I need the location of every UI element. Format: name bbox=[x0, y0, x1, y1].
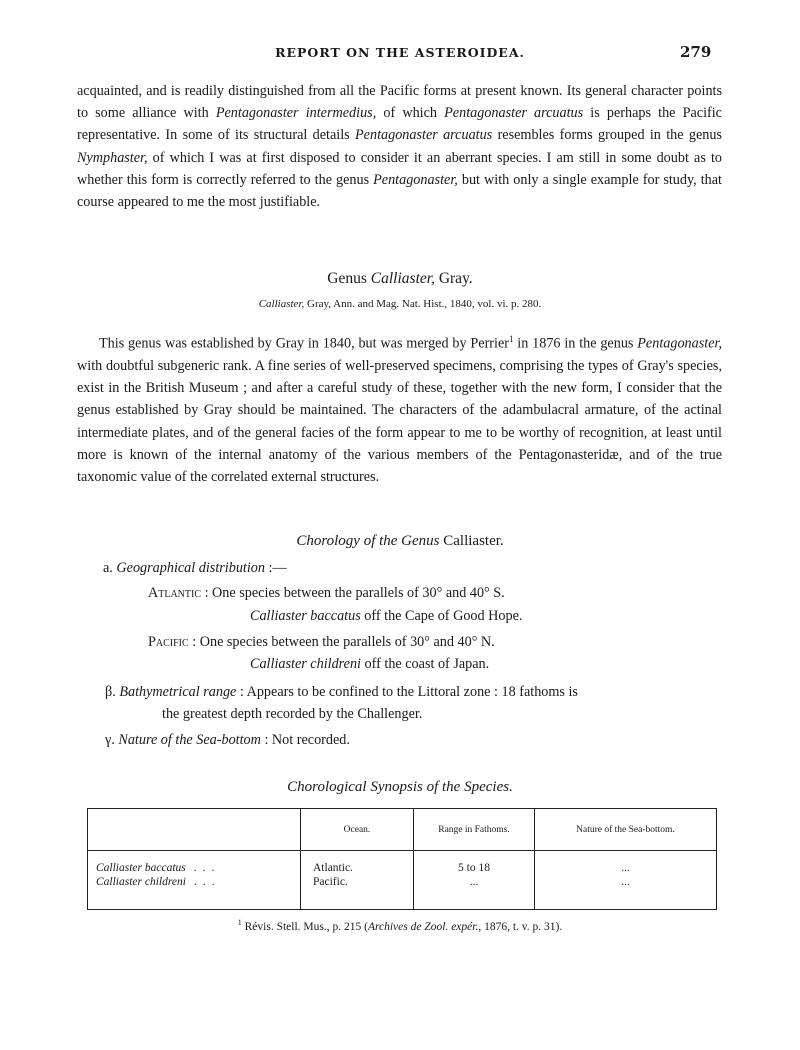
atlantic-species-line bbox=[250, 608, 522, 625]
species-1-label: Calliaster baccatus bbox=[96, 862, 186, 874]
footnote-italic: Archives de Zool. expér., bbox=[367, 920, 482, 933]
header-species bbox=[88, 809, 301, 851]
para1-italic-2: Pentagonaster arcuatus bbox=[444, 105, 584, 122]
item-g-text: : Not recorded. bbox=[260, 732, 350, 748]
species-name-1 bbox=[88, 861, 300, 875]
atlantic-text: : One species between the parallels of 30° and 40° S. bbox=[201, 585, 505, 601]
item-g-label: Nature of the Sea-bottom bbox=[118, 732, 261, 748]
running-header: REPORT ON THE ASTEROIDEA. bbox=[275, 45, 525, 60]
paragraph-1 bbox=[77, 80, 722, 213]
table-header-row bbox=[88, 809, 717, 851]
item-b-marker: β. bbox=[105, 684, 116, 700]
species-2-dots: ... bbox=[193, 876, 221, 888]
species-cell bbox=[88, 851, 301, 910]
ocean-cell bbox=[301, 851, 414, 910]
range-cell bbox=[414, 851, 535, 910]
item-b-text: : Appears to be confined to the Littoral zone : 18 fathoms is bbox=[236, 684, 578, 700]
para2-text-2: in 1876 in the genus bbox=[513, 335, 638, 352]
chorology-heading-roman: Calliaster. bbox=[439, 533, 504, 549]
pacific-text: : One species between the parallels of 30° and 40° N. bbox=[188, 634, 495, 650]
para2-text-1: This genus was established by Gray in 1840, but was merged by Perrier bbox=[99, 335, 509, 352]
header-bottom: Nature of the Sea-bottom. bbox=[535, 809, 717, 851]
synopsis-heading bbox=[0, 779, 800, 796]
genus-heading bbox=[0, 270, 800, 288]
item-a-label: Geographical distribution bbox=[116, 560, 265, 576]
bathymetrical-range bbox=[105, 684, 578, 701]
ocean-1: Atlantic. bbox=[313, 862, 353, 874]
bottom-cell bbox=[535, 851, 717, 910]
range-2: ... bbox=[469, 876, 479, 888]
range-1: 5 to 18 bbox=[458, 862, 490, 874]
genus-heading-prefix: Genus bbox=[327, 270, 371, 287]
para2-italic-1: Pentagonaster, bbox=[637, 335, 722, 352]
sea-bottom-nature bbox=[105, 732, 350, 749]
para1-italic-1: Pentagonaster intermedius, bbox=[215, 105, 377, 122]
citation-name: Calliaster, bbox=[258, 298, 305, 310]
citation-rest: Gray, Ann. and Mag. Nat. Hist., 1840, vol. vi. p. 280. bbox=[304, 298, 542, 310]
item-a-marker: a. bbox=[103, 560, 113, 576]
para1-italic-5: Pentagonaster, bbox=[373, 171, 458, 188]
footnote-text-1: Révis. Stell. Mus., p. 215 ( bbox=[241, 920, 368, 933]
page-number: 279 bbox=[680, 43, 712, 61]
item-g-marker: γ. bbox=[105, 732, 115, 748]
footnote-marker: 1 bbox=[237, 918, 242, 927]
header-range: Range in Fathoms. bbox=[414, 809, 535, 851]
chorology-heading bbox=[0, 533, 800, 550]
species-2-label: Calliaster childreni bbox=[96, 876, 186, 888]
atlantic-location: off the Cape of Good Hope. bbox=[360, 608, 523, 624]
genus-citation bbox=[0, 298, 800, 310]
pacific-species-line bbox=[250, 656, 489, 673]
pacific-species: Calliaster childreni bbox=[250, 656, 361, 672]
synopsis-table bbox=[87, 808, 717, 910]
para1-text-1: acquainted, and is readily distinguished from all the Pacific forms at present known. Its general character points to some alliance with bbox=[77, 83, 722, 122]
chorology-heading-italic: Chorology of the Genus bbox=[296, 533, 440, 549]
para1-text-4: resembles forms grouped in the genus bbox=[492, 127, 722, 144]
footnote bbox=[0, 918, 800, 933]
para1-text-6: but with only a single example for study, that course appeared to me the most justifiable. bbox=[77, 171, 722, 211]
synopsis-heading-text: Chorological Synopsis of the Species. bbox=[287, 779, 513, 795]
genus-heading-name: Calliaster, bbox=[370, 270, 435, 287]
genus-heading-suffix: Gray. bbox=[434, 270, 473, 287]
footnote-text-2: 1876, t. v. p. 31). bbox=[481, 920, 563, 933]
species-name-2 bbox=[88, 875, 300, 889]
footnote-marker-ref: 1 bbox=[508, 334, 514, 344]
paragraph-2 bbox=[77, 328, 722, 488]
para1-text-5: of which I was at first disposed to consider it an aberrant species. I am still in some doubt as to whether this form is correctly referred to the genus bbox=[77, 149, 722, 188]
pacific-label: Pacific bbox=[148, 634, 189, 650]
atlantic-line bbox=[148, 585, 505, 602]
item-a-tail: :— bbox=[264, 560, 287, 576]
para2-text-3: with doubtful subgeneric rank. A fine series of well-preserved specimens, comprising the types of Gray's species, exist in the British Museum ; and after a careful study of these, together with the new form, I consider that the genus established by Gray should be maintained. The characters of the adambulacral armature, of the actinal intermediate plates, and of the general facies of the form appear to me to be worthy of recognition, at least until more is known of the internal anatomy of the various members of the Pentagonasteridæ, and of the true taxonomic value of the correlated external structures. bbox=[77, 357, 722, 485]
bottom-2: ... bbox=[621, 876, 630, 888]
pacific-location: off the coast of Japan. bbox=[361, 656, 490, 672]
table-row bbox=[88, 851, 717, 910]
header-ocean: Ocean. bbox=[301, 809, 414, 851]
para1-text-3: is perhaps the Pacific representative. In some of its structural details bbox=[77, 105, 722, 144]
bathymetrical-range-cont: the greatest depth recorded by the Challenger. bbox=[162, 706, 423, 722]
geographical-distribution bbox=[103, 560, 287, 577]
species-1-dots: ... bbox=[193, 862, 221, 874]
para1-italic-3: Pentagonaster arcuatus bbox=[355, 127, 493, 144]
atlantic-label: Atlantic bbox=[148, 585, 202, 601]
para1-text-2: of which bbox=[376, 105, 445, 122]
bottom-1: ... bbox=[621, 862, 630, 874]
pacific-line bbox=[148, 634, 495, 651]
para1-italic-4: Nymphaster, bbox=[77, 149, 148, 166]
item-b-label: Bathymetrical range bbox=[119, 684, 237, 700]
ocean-2: Pacific. bbox=[313, 876, 348, 888]
atlantic-species: Calliaster baccatus bbox=[250, 608, 361, 624]
